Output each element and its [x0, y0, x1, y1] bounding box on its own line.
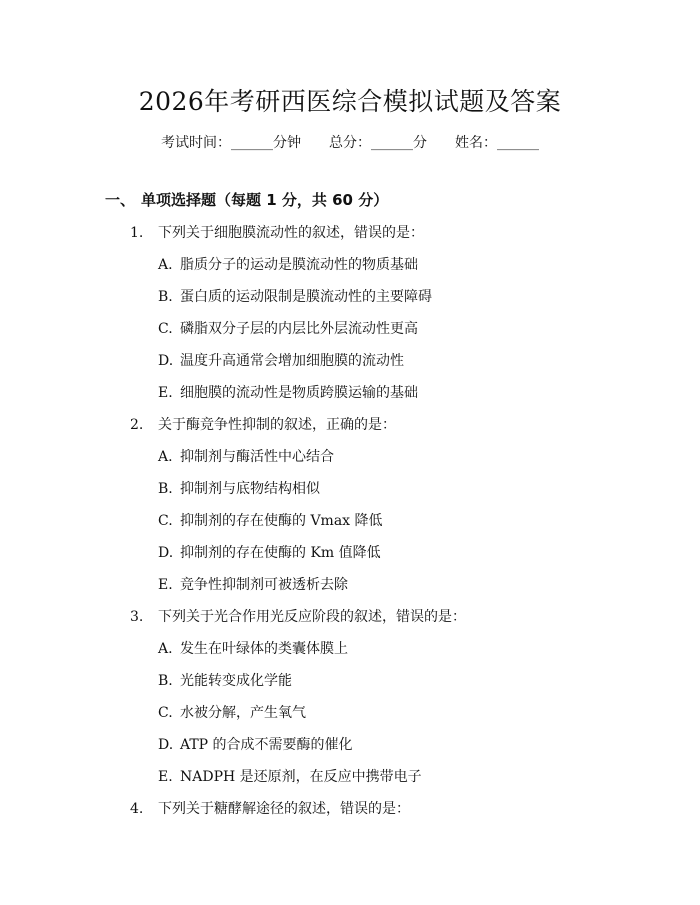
option-3d — [158, 734, 353, 754]
page-title: 2026年考研西医综合模拟试题及答案 — [138, 87, 562, 116]
option-3e — [158, 766, 422, 786]
option-1a — [158, 254, 418, 274]
option-1e — [158, 382, 418, 402]
question-4 — [130, 798, 410, 818]
exam-time: 考试时间：______分钟 — [161, 135, 301, 151]
option-text: 细胞膜的流动性是物质跨膜运输的基础 — [180, 385, 418, 401]
question-number: 4. — [130, 801, 144, 817]
option-letter: C. — [158, 705, 173, 721]
option-text: 抑制剂与酶活性中心结合 — [180, 449, 334, 465]
option-text: 竞争性抑制剂可被透析去除 — [180, 577, 348, 593]
option-letter: D. — [158, 545, 174, 561]
option-letter: E. — [158, 769, 173, 785]
option-letter: E. — [158, 385, 173, 401]
option-1b — [158, 286, 432, 306]
option-letter: A. — [158, 257, 173, 273]
option-letter: B. — [158, 481, 173, 497]
question-number: 1. — [130, 225, 144, 241]
option-2c — [158, 510, 383, 530]
option-letter: B. — [158, 673, 173, 689]
question-3 — [130, 606, 466, 626]
option-letter: A. — [158, 449, 173, 465]
option-letter: D. — [158, 737, 174, 753]
option-letter: B. — [158, 289, 173, 305]
question-number: 3. — [130, 609, 144, 625]
question-number: 2. — [130, 417, 144, 433]
section-title: 单项选择题（每题 1 分，共 60 分） — [141, 191, 389, 209]
option-text: 光能转变成化学能 — [180, 673, 292, 689]
option-2e — [158, 574, 348, 594]
option-2b — [158, 478, 320, 498]
question-text: 下列关于光合作用光反应阶段的叙述，错误的是： — [158, 609, 466, 625]
option-letter: E. — [158, 577, 173, 593]
option-letter: A. — [158, 641, 173, 657]
exam-name: 姓名：______ — [455, 135, 539, 151]
option-letter: C. — [158, 321, 173, 337]
question-text: 下列关于糖酵解途径的叙述，错误的是： — [158, 801, 410, 817]
option-text: NADPH 是还原剂，在反应中携带电子 — [180, 769, 422, 785]
option-3c — [158, 702, 306, 722]
option-1c — [158, 318, 418, 338]
option-2a — [158, 446, 334, 466]
option-text: 抑制剂的存在使酶的 Km 值降低 — [180, 545, 381, 561]
option-text: 温度升高通常会增加细胞膜的流动性 — [180, 353, 404, 369]
option-text: 水被分解，产生氧气 — [180, 705, 306, 721]
option-3a — [158, 638, 348, 658]
question-text: 关于酶竞争性抑制的叙述，正确的是： — [158, 417, 396, 433]
option-text: 蛋白质的运动限制是膜流动性的主要障碍 — [180, 289, 432, 305]
option-text: 脂质分子的运动是膜流动性的物质基础 — [180, 257, 418, 273]
option-letter: C. — [158, 513, 173, 529]
question-1 — [130, 222, 424, 242]
section-heading — [105, 189, 388, 210]
option-1d — [158, 350, 404, 370]
option-text: 发生在叶绿体的类囊体膜上 — [180, 641, 348, 657]
exam-score: 总分：______分 — [329, 135, 427, 151]
option-text: ATP 的合成不需要酶的催化 — [180, 737, 353, 753]
section-number: 一、 — [105, 191, 136, 209]
option-2d — [158, 542, 381, 562]
option-text: 磷脂双分子层的内层比外层流动性更高 — [180, 321, 418, 337]
option-letter: D. — [158, 353, 174, 369]
option-text: 抑制剂与底物结构相似 — [180, 481, 320, 497]
option-text: 抑制剂的存在使酶的 Vmax 降低 — [180, 513, 383, 529]
exam-meta — [0, 132, 700, 152]
question-2 — [130, 414, 396, 434]
option-3b — [158, 670, 292, 690]
question-text: 下列关于细胞膜流动性的叙述，错误的是： — [158, 225, 424, 241]
